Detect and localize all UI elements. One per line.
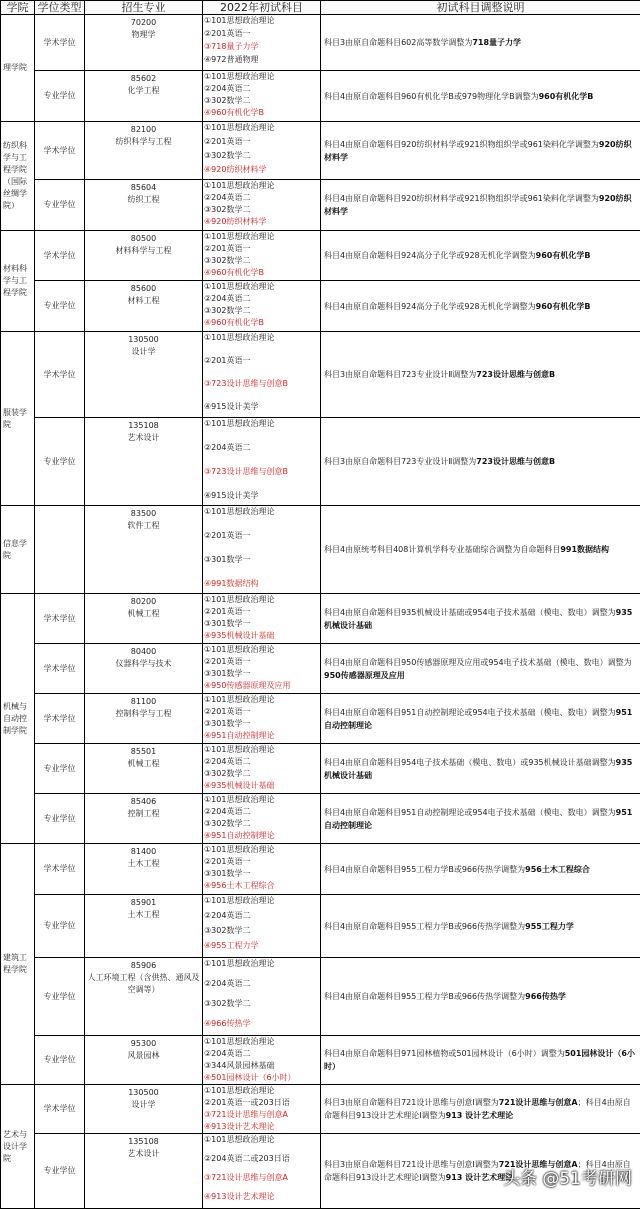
subject-item: ②204英语二 [204, 192, 320, 204]
subject-item: ③302数学二 [204, 150, 320, 162]
subject-item: ①101思想政治理论 [204, 1085, 320, 1097]
degree-cell: 专业学位 [35, 1134, 85, 1209]
major-code: 85906 [85, 960, 202, 972]
subject-item: ③302数学二 [204, 818, 320, 830]
table-row [1, 744, 640, 794]
major-code: 130500 [85, 1087, 202, 1099]
note-text: 科目4由原自命题科目955工程力学B或966传热学调整为 [324, 922, 525, 931]
notes-cell [321, 231, 640, 281]
major-name: 物理学 [85, 29, 202, 41]
subjects-cell [203, 1036, 321, 1085]
subject-item: ④951自动控制理论 [204, 730, 320, 742]
major-code: 80200 [85, 596, 202, 608]
table-row [1, 844, 640, 895]
table-row [1, 644, 640, 694]
major-cell [85, 794, 203, 844]
degree-cell: 专业学位 [35, 180, 85, 231]
notes-cell [321, 794, 640, 844]
header-major: 招生专业 [85, 1, 203, 15]
subject-item: ③302数学二 [204, 255, 320, 267]
major-name: 材料科学与工程 [85, 245, 202, 257]
major-name: 风景园林 [85, 1050, 202, 1062]
major-name: 机械工程 [85, 758, 202, 770]
major-name: 机械工程 [85, 608, 202, 620]
table-row [1, 895, 640, 958]
college-cell: 机械与自动控制学院 [1, 594, 35, 844]
subjects-cell [203, 332, 321, 418]
subject-item: ②204英语二 [204, 806, 320, 818]
notes-cell [321, 694, 640, 744]
table-row [1, 332, 640, 418]
subject-item: ③718量子力学 [204, 41, 320, 53]
college-cell: 材料科学与工程学院 [1, 231, 35, 332]
degree-cell: 学术学位 [35, 644, 85, 694]
subjects-cell [203, 895, 321, 958]
major-name: 仪器科学与技术 [85, 658, 202, 670]
subject-item: ①101思想政治理论 [204, 15, 320, 27]
major-cell [85, 231, 203, 281]
major-name: 土木工程 [85, 858, 202, 870]
subject-item: ②201英语一 [204, 243, 320, 255]
major-cell [85, 1036, 203, 1085]
note-text: ；科目4由原自命题科目913设计艺术理论Ⅰ调整为 [324, 1098, 631, 1120]
note-new-subject: 723设计思维与创意B [476, 370, 555, 379]
major-code: 83500 [85, 508, 202, 520]
table-row [1, 958, 640, 1036]
subject-item: ④991数据结构 [204, 578, 320, 590]
major-code: 85406 [85, 796, 202, 808]
degree-cell: 专业学位 [35, 1036, 85, 1085]
subject-item: ②201英语一 [204, 856, 320, 868]
degree-cell: 学术学位 [35, 694, 85, 744]
degree-cell: 专业学位 [35, 281, 85, 332]
major-code: 80400 [85, 646, 202, 658]
major-cell [85, 694, 203, 744]
header-row [1, 1, 640, 15]
subject-item: ①101思想政治理论 [204, 794, 320, 806]
note-new-subject: 966传热学 [525, 992, 566, 1001]
major-code: 80500 [85, 233, 202, 245]
subject-item: ④951自动控制理论 [204, 830, 320, 842]
degree-cell: 学术学位 [35, 15, 85, 71]
table-row [1, 594, 640, 644]
degree-cell: 专业学位 [35, 71, 85, 122]
major-cell [85, 122, 203, 180]
note-new-subject: 935机械设计基础 [324, 608, 632, 630]
college-cell: 服装学院 [1, 332, 35, 506]
major-name: 纺织科学与工程 [85, 136, 202, 148]
subject-item: ④956土木工程综合 [204, 880, 320, 892]
subjects-cell [203, 281, 321, 332]
subject-item: ②204英语二 [204, 83, 320, 95]
subjects-cell [203, 1085, 321, 1134]
subject-item: ③301数学一 [204, 718, 320, 730]
subject-item: ①101思想政治理论 [204, 418, 320, 430]
major-code: 85501 [85, 746, 202, 758]
note-text: 科目3由原自命题科目721设计思维与创意Ⅰ调整为 [324, 1160, 499, 1169]
subject-item: ①101思想政治理论 [204, 744, 320, 756]
subjects-cell [203, 844, 321, 895]
table-row [1, 231, 640, 281]
subject-item: ②201英语一 [204, 28, 320, 40]
degree-cell: 学术学位 [35, 1085, 85, 1134]
notes-cell [321, 15, 640, 71]
major-cell [85, 1085, 203, 1134]
note-text: 科目4由原自命题科目955工程力学B或966传热学调整为 [324, 992, 525, 1001]
subjects-cell [203, 122, 321, 180]
note-text: 科目4由原自命题科目955工程力学B或966传热学调整为 [324, 865, 525, 874]
subject-item: ②201英语一 [204, 355, 320, 367]
major-cell [85, 180, 203, 231]
note-text: ；科目4由原自命题科目913设计艺术理论Ⅰ调整为 [324, 1160, 631, 1182]
subjects-cell [203, 644, 321, 694]
degree-cell: 专业学位 [35, 744, 85, 794]
note-new-subject: 721设计思维与创意A [499, 1098, 578, 1107]
subjects-cell [203, 418, 321, 506]
subject-item: ①101思想政治理论 [204, 506, 320, 518]
note-text: 科目4由原自命题科目920纺织材料学或921织物组织学或961染料化学调整为 [324, 194, 599, 203]
note-new-subject: 956土木工程综合 [525, 865, 590, 874]
subject-item: ①101思想政治理论 [204, 644, 320, 656]
subjects-cell [203, 180, 321, 231]
major-code: 70200 [85, 17, 202, 29]
note-new-subject: 920纺织材料学 [324, 194, 632, 216]
college-cell: 信息学院 [1, 506, 35, 594]
subject-item: ②204英语二 [204, 1048, 320, 1060]
subject-item: ③302数学二 [204, 95, 320, 107]
header-degree: 学位类型 [35, 1, 85, 15]
subject-item: ②201英语一 [204, 530, 320, 542]
note-text: 科目4由原统考科目408计算机学科专业基础综合调整为自命题科目 [324, 545, 560, 554]
note-text: 科目4由原自命题科目924高分子化学或928无机化学调整为 [324, 251, 536, 260]
degree-cell: 专业学位 [35, 418, 85, 506]
note-text: 科目3由原自命题科目602高等数学调整为 [324, 38, 472, 47]
major-name: 艺术设计 [85, 432, 202, 444]
subject-item: ④920纺织材料学 [204, 216, 320, 228]
degree-cell: 学术学位 [35, 844, 85, 895]
subject-item: ③302数学二 [204, 204, 320, 216]
note-new-subject: 913 设计艺术理论 [446, 1111, 513, 1120]
subjects-cell [203, 958, 321, 1036]
major-name: 控制科学与工程 [85, 708, 202, 720]
header-notes: 初试科目调整说明 [321, 1, 640, 15]
table-row [1, 180, 640, 231]
subjects-cell [203, 694, 321, 744]
subject-item: ①101思想政治理论 [204, 1134, 320, 1146]
major-code: 130500 [85, 334, 202, 346]
subject-item: ④955工程力学 [204, 940, 320, 952]
subject-item: ②201英语一 [204, 656, 320, 668]
major-name: 人工环境工程（含供热、通风及空调等） [85, 972, 202, 996]
subject-item: ③301数学一 [204, 618, 320, 630]
subject-item: ④915设计美学 [204, 490, 320, 502]
notes-cell [321, 281, 640, 332]
major-cell [85, 15, 203, 71]
subject-item: ④913设计艺术理论 [204, 1191, 320, 1203]
subject-item: ③721设计思维与创意A [204, 1109, 320, 1121]
major-name: 艺术设计 [85, 1148, 202, 1160]
degree-cell: 学术学位 [35, 332, 85, 418]
subject-item: ④950传感器原理及应用 [204, 680, 320, 692]
major-code: 135108 [85, 1136, 202, 1148]
subject-item: ③721设计思维与创意A [204, 1172, 320, 1184]
major-cell [85, 594, 203, 644]
subjects-cell [203, 794, 321, 844]
college-cell: 纺织科学与工程学院（国际丝绸学院） [1, 122, 35, 231]
subject-item: ②204英语二 [204, 756, 320, 768]
notes-cell [321, 644, 640, 694]
notes-cell [321, 180, 640, 231]
note-text: 科目4由原自命题科目971园林植物或501园林设计（6小时）调整为 [324, 1049, 565, 1058]
college-cell: 理学院 [1, 15, 35, 122]
subject-item: ③344风景园林基础 [204, 1060, 320, 1072]
note-new-subject: 950传感器原理及应用 [324, 671, 405, 680]
notes-cell [321, 958, 640, 1036]
major-code: 135108 [85, 420, 202, 432]
subject-item: ③302数学二 [204, 768, 320, 780]
major-code: 85604 [85, 182, 202, 194]
note-new-subject: 960有机化学B [539, 92, 594, 101]
degree-cell: 专业学位 [35, 895, 85, 958]
subject-item: ③302数学二 [204, 305, 320, 317]
header-subjects: 2022年初试科目 [203, 1, 321, 15]
major-cell [85, 71, 203, 122]
note-text: 科目3由原自命题科目723专业设计Ⅱ调整为 [324, 370, 476, 379]
notes-cell [321, 71, 640, 122]
table-row [1, 1085, 640, 1134]
degree-cell: 学术学位 [35, 231, 85, 281]
subject-item: ③723设计思维与创意B [204, 378, 320, 390]
subject-item: ①101思想政治理论 [204, 958, 320, 970]
subject-item: ①101思想政治理论 [204, 281, 320, 293]
subject-item: ①101思想政治理论 [204, 122, 320, 134]
subject-item: ①101思想政治理论 [204, 594, 320, 606]
subject-item: ①101思想政治理论 [204, 71, 320, 83]
subject-item: ②204英语二 [204, 293, 320, 305]
major-code: 95300 [85, 1038, 202, 1050]
degree-cell [35, 506, 85, 594]
subject-item: ②204英语二或203日语 [204, 1153, 320, 1165]
note-new-subject: 501园林设计（6小时） [324, 1049, 635, 1071]
notes-cell [321, 895, 640, 958]
subject-item: ④960有机化学B [204, 317, 320, 329]
subject-item: ③723设计思维与创意B [204, 466, 320, 478]
major-code: 85901 [85, 897, 202, 909]
subject-item: ①101思想政治理论 [204, 844, 320, 856]
notes-cell [321, 418, 640, 506]
major-name: 材料工程 [85, 295, 202, 307]
major-name: 土木工程 [85, 909, 202, 921]
subject-item: ④960有机化学B [204, 267, 320, 279]
table-row [1, 281, 640, 332]
table-row [1, 694, 640, 744]
major-name: 控制工程 [85, 808, 202, 820]
subject-item: ④501园林设计（6小时） [204, 1072, 320, 1084]
note-new-subject: 955工程力学 [525, 922, 574, 931]
major-cell [85, 506, 203, 594]
degree-cell: 专业学位 [35, 794, 85, 844]
note-text: 科目4由原自命题科目951自动控制理论或954电子技术基础（模电、数电）调整为 [324, 808, 616, 817]
table-row [1, 794, 640, 844]
notes-cell [321, 506, 640, 594]
major-cell [85, 644, 203, 694]
subject-item: ①101思想政治理论 [204, 231, 320, 243]
degree-cell: 学术学位 [35, 594, 85, 644]
subjects-cell [203, 744, 321, 794]
subject-item: ④920纺织材料学 [204, 164, 320, 176]
subject-item: ③302数学二 [204, 925, 320, 937]
note-text: 科目4由原自命题科目920纺织材料学或921织物组织学或961染料化学调整为 [324, 140, 599, 149]
note-new-subject: 723设计思维与创意B [476, 457, 555, 466]
watermark: 头条 @51考研网 [503, 1164, 632, 1189]
subjects-cell [203, 594, 321, 644]
note-text: 科目4由原自命题科目960有机化学B或979物理化学B调整为 [324, 92, 539, 101]
note-new-subject: 935机械设计基础 [324, 758, 632, 780]
table-row [1, 506, 640, 594]
subject-item: ④913设计艺术理论 [204, 1121, 320, 1133]
notes-cell [321, 844, 640, 895]
major-code: 82100 [85, 124, 202, 136]
college-cell: 建筑工程学院 [1, 844, 35, 1085]
major-cell [85, 332, 203, 418]
note-new-subject: 721设计思维与创意A [499, 1160, 578, 1169]
notes-cell [321, 332, 640, 418]
note-new-subject: 920纺织材料学 [324, 140, 632, 162]
major-cell [85, 281, 203, 332]
major-name: 化学工程 [85, 85, 202, 97]
subjects-cell [203, 15, 321, 71]
major-cell [85, 1134, 203, 1209]
major-code: 81100 [85, 696, 202, 708]
table-body [1, 15, 640, 1209]
note-text: 科目4由原自命题科目950传感器原理及应用或954电子技术基础（模电、数电）调整为 [324, 658, 632, 667]
note-text: 科目3由原自命题科目721设计思维与创意Ⅰ调整为 [324, 1098, 499, 1107]
subjects-cell [203, 71, 321, 122]
subject-item: ②201英语一 [204, 136, 320, 148]
note-new-subject: 960有机化学B [536, 302, 591, 311]
notes-cell [321, 594, 640, 644]
table-row [1, 71, 640, 122]
subject-item: ③301数学一 [204, 868, 320, 880]
subject-item: ①101思想政治理论 [204, 1036, 320, 1048]
note-new-subject: 718量子力学 [472, 38, 521, 47]
note-new-subject: 913 设计艺术理论 [446, 1173, 513, 1182]
major-cell [85, 958, 203, 1036]
major-cell [85, 418, 203, 506]
subject-item: ②201英语一或203日语 [204, 1097, 320, 1109]
major-cell [85, 895, 203, 958]
subjects-cell [203, 506, 321, 594]
college-cell: 艺术与设计学院 [1, 1085, 35, 1209]
subject-item: ②204英语二 [204, 978, 320, 990]
subject-item: ①101思想政治理论 [204, 895, 320, 907]
table-row [1, 122, 640, 180]
note-text: 科目4由原自命题科目924高分子化学或928无机化学调整为 [324, 302, 536, 311]
major-name: 设计学 [85, 1099, 202, 1111]
subject-item: ④935机械设计基础 [204, 630, 320, 642]
notes-cell [321, 1036, 640, 1085]
subject-item: ②201英语一 [204, 706, 320, 718]
degree-cell: 专业学位 [35, 958, 85, 1036]
note-new-subject: 991数据结构 [560, 545, 609, 554]
subject-item: ③302数学二 [204, 998, 320, 1010]
subject-item: ①101思想政治理论 [204, 180, 320, 192]
note-new-subject: 960有机化学B [536, 251, 591, 260]
notes-cell [321, 122, 640, 180]
notes-cell [321, 744, 640, 794]
subjects-cell [203, 1134, 321, 1209]
subject-item: ④972普通物理 [204, 54, 320, 66]
major-name: 软件工程 [85, 520, 202, 532]
subject-item: ①101思想政治理论 [204, 332, 320, 344]
subject-item: ③301数学一 [204, 554, 320, 566]
subject-item: ②204英语二 [204, 910, 320, 922]
major-code: 81400 [85, 846, 202, 858]
subject-item: ①101思想政治理论 [204, 694, 320, 706]
major-name: 设计学 [85, 346, 202, 358]
subject-item: ④915设计美学 [204, 401, 320, 413]
note-text: 科目4由原自命题科目951自动控制理论或954电子技术基础（模电、数电）调整为 [324, 708, 616, 717]
note-text: 科目4由原自命题科目935机械设计基础或954电子技术基础（模电、数电）调整为 [324, 608, 616, 617]
subject-item: ③301数学一 [204, 668, 320, 680]
major-code: 85602 [85, 73, 202, 85]
major-cell [85, 744, 203, 794]
subject-item: ④935机械设计基础 [204, 780, 320, 792]
subject-item: ④966传热学 [204, 1018, 320, 1030]
subject-item: ②204英语二 [204, 442, 320, 454]
subject-item: ②201英语一 [204, 606, 320, 618]
note-text: 科目3由原自命题科目723专业设计Ⅱ调整为 [324, 457, 476, 466]
table-row [1, 1036, 640, 1085]
major-code: 85600 [85, 283, 202, 295]
major-name: 纺织工程 [85, 194, 202, 206]
notes-cell [321, 1085, 640, 1134]
major-cell [85, 844, 203, 895]
note-new-subject: 951自动控制理论 [324, 708, 632, 730]
table-row [1, 15, 640, 71]
subject-item: ④960有机化学B [204, 107, 320, 119]
table-row [1, 418, 640, 506]
header-college: 学院 [1, 1, 35, 15]
note-new-subject: 951自动控制理论 [324, 808, 632, 830]
degree-cell: 学术学位 [35, 122, 85, 180]
note-text: 科目4由原自命题科目954电子技术基础（模电、数电）或935机械设计基础调整为 [324, 758, 616, 767]
subjects-cell [203, 231, 321, 281]
